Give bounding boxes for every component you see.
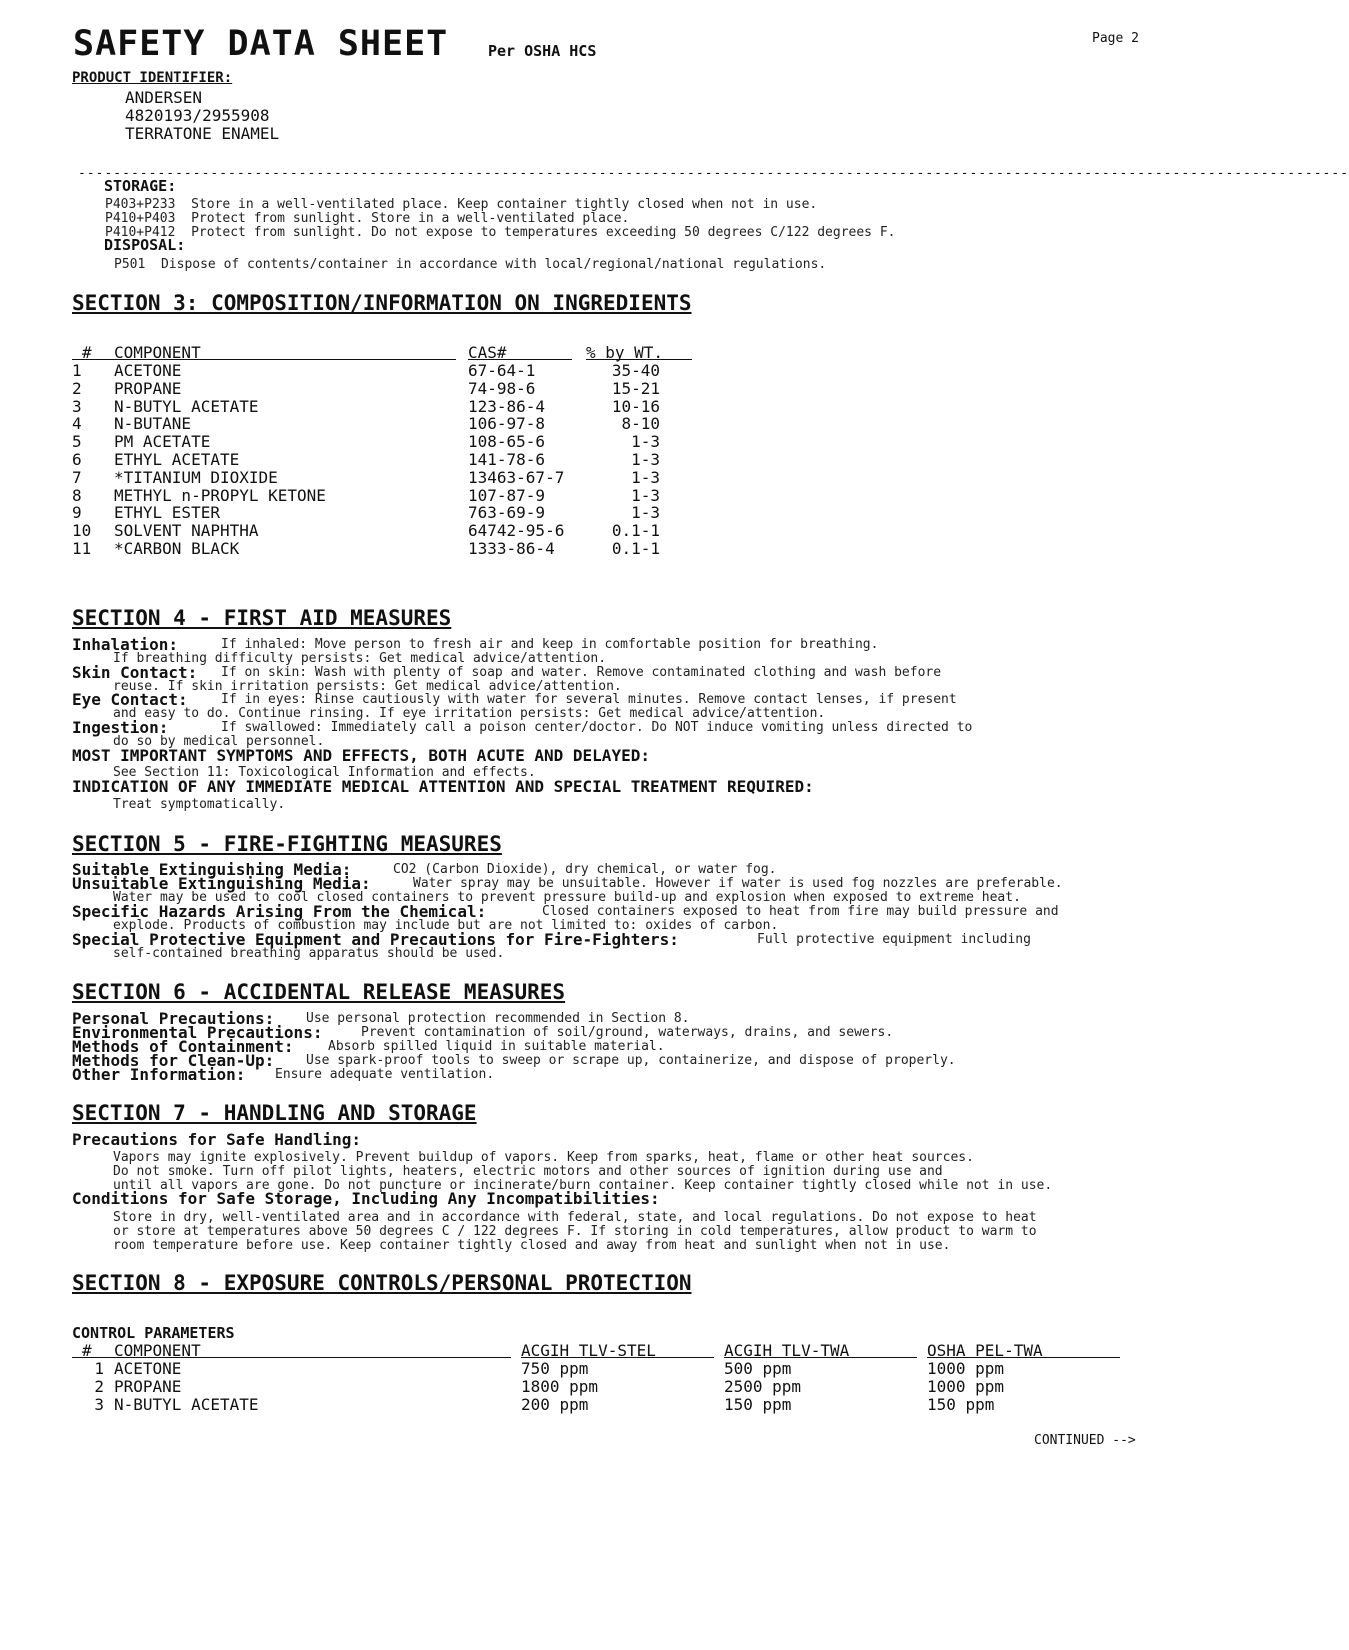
specific-hazards-label: Specific Hazards Arising From the Chemical: <box>72 902 487 921</box>
weight-percent: 10-16 <box>611 396 660 416</box>
table-row <box>0 539 1275 558</box>
product-identifier-label: PRODUCT IDENTIFIER: <box>72 70 233 86</box>
acgih-twa-value: 150 ppm <box>724 1394 792 1414</box>
row-number: 3 <box>94 1394 104 1414</box>
row-number: 7 <box>72 467 82 487</box>
header-underline <box>72 1357 511 1358</box>
row-number: 5 <box>72 432 82 452</box>
ingestion-label: Ingestion: <box>72 718 169 737</box>
component-name: N-BUTYL ACETATE <box>114 1394 259 1414</box>
table-row <box>0 468 1275 487</box>
cas-number: 763-69-9 <box>468 503 546 523</box>
skin-contact-label: Skin Contact: <box>72 663 198 682</box>
safe-storage-label: Conditions for Safe Storage, Including Any Incompatibilities: <box>72 1189 660 1208</box>
cas-number: 106-97-8 <box>468 414 546 434</box>
weight-percent: 1-3 <box>631 485 660 505</box>
cas-number: 67-64-1 <box>468 361 536 380</box>
header-cas: CAS# <box>468 343 507 362</box>
weight-percent: 1-3 <box>631 432 660 452</box>
cleanup-text: Use spark-proof tools to sweep or scrape up, containerize, and dispose of properly. <box>306 1053 956 1068</box>
component-name: ETHYL ESTER <box>114 503 220 523</box>
weight-percent: 15-21 <box>611 378 660 398</box>
header-weight: % by WT. <box>586 343 664 362</box>
ingestion-text: do so by medical personnel. <box>113 734 325 749</box>
header-underline <box>927 1357 1120 1358</box>
section-4-title: SECTION 4 - FIRST AID MEASURES <box>72 606 452 630</box>
header-underline <box>72 359 456 360</box>
table-row <box>0 1395 1275 1414</box>
section-7-title: SECTION 7 - HANDLING AND STORAGE <box>72 1101 477 1125</box>
other-information-label: Other Information: <box>72 1065 246 1084</box>
environmental-precautions-label: Environmental Precautions: <box>72 1023 323 1042</box>
personal-precautions-text: Use personal protection recommended in Section 8. <box>306 1011 690 1026</box>
component-name: PROPANE <box>114 378 182 398</box>
cas-number: 141-78-6 <box>468 450 546 469</box>
osha-pel-value: 1000 ppm <box>927 1376 1005 1396</box>
containment-text: Absorb spilled liquid in suitable material. <box>328 1039 665 1054</box>
eye-contact-text: If in eyes: Rinse cautiously with water for several minutes. Remove contact lenses, if present <box>221 692 957 707</box>
header-osha-pel: OSHA PEL-TWA <box>927 1341 1043 1360</box>
row-number: 6 <box>72 450 82 469</box>
component-name: PROPANE <box>114 1376 182 1396</box>
section-3-title: SECTION 3: COMPOSITION/INFORMATION ON INGREDIENTS <box>72 291 692 315</box>
storage-line: P410+P412 Protect from sunlight. Do not expose to temperatures exceeding 50 degrees C/122 degrees F. <box>105 225 896 240</box>
disposal-label: DISPOSAL: <box>104 236 186 254</box>
table-row <box>0 361 1275 380</box>
unsuitable-media-label: Unsuitable Extinguishing Media: <box>72 874 371 893</box>
table-row <box>0 450 1275 469</box>
header-underline <box>586 359 692 360</box>
product-line: ANDERSEN <box>125 88 203 107</box>
eye-contact-text: and easy to do. Continue rinsing. If eye irritation persists: Get medical advice/attention. <box>113 706 826 721</box>
component-name: PM ACETATE <box>114 432 211 452</box>
row-number: 4 <box>72 414 82 434</box>
table-row <box>0 1377 1275 1396</box>
cas-number: 107-87-9 <box>468 485 546 505</box>
table-row <box>0 432 1275 451</box>
storage-label: STORAGE: <box>104 177 177 195</box>
containment-label: Methods of Containment: <box>72 1037 294 1056</box>
row-number: 1 <box>94 1359 104 1378</box>
table-row <box>0 486 1275 505</box>
component-name: ACETONE <box>114 1359 182 1378</box>
safe-handling-label: Precautions for Safe Handling: <box>72 1130 361 1149</box>
safe-handling-text: Vapors may ignite explosively. Prevent buildup of vapors. Keep from sparks, heat, flame or other heat sources. <box>113 1150 974 1165</box>
weight-percent: 8-10 <box>621 414 660 434</box>
table-row <box>0 503 1275 522</box>
row-number: 10 <box>72 521 92 541</box>
cas-number: 123-86-4 <box>468 396 546 416</box>
header-number: # <box>82 343 92 362</box>
header-component: COMPONENT <box>114 343 201 362</box>
row-number: 11 <box>72 539 92 558</box>
component-name: *TITANIUM DIOXIDE <box>114 467 278 487</box>
header-underline <box>521 1357 714 1358</box>
osha-pel-value: 150 ppm <box>927 1394 995 1414</box>
disposal-line: P501 Dispose of contents/container in accordance with local/regional/national regulations. <box>114 257 827 272</box>
acgih-stel-value: 750 ppm <box>521 1359 589 1378</box>
safe-handling-text: Do not smoke. Turn off pilot lights, heaters, electric motors and other sources of ignition during use and <box>113 1164 943 1179</box>
weight-percent: 1-3 <box>631 503 660 523</box>
safe-storage-text: Store in dry, well-ventilated area and in accordance with federal, state, and local regulations. Do not expose to heat <box>113 1210 1037 1225</box>
document-title: SAFETY DATA SHEET <box>73 24 449 64</box>
osha-pel-value: 1000 ppm <box>927 1359 1005 1378</box>
header-number: # <box>82 1341 92 1360</box>
row-number: 9 <box>72 503 82 523</box>
cas-number: 108-65-6 <box>468 432 546 452</box>
acgih-stel-value: 200 ppm <box>521 1394 589 1414</box>
continued-indicator: CONTINUED --> <box>1034 1433 1136 1448</box>
section-8-title: SECTION 8 - EXPOSURE CONTROLS/PERSONAL PROTECTION <box>72 1271 692 1295</box>
suitable-media-label: Suitable Extinguishing Media: <box>72 860 352 879</box>
table-row <box>0 521 1275 540</box>
indication-label: INDICATION OF ANY IMMEDIATE MEDICAL ATTENTION AND SPECIAL TREATMENT REQUIRED: <box>72 777 814 796</box>
weight-percent: 1-3 <box>631 467 660 487</box>
indication-text: Treat symptomatically. <box>113 797 286 812</box>
section-6-title: SECTION 6 - ACCIDENTAL RELEASE MEASURES <box>72 980 566 1004</box>
row-number: 2 <box>94 1376 104 1396</box>
component-name: *CARBON BLACK <box>114 539 240 558</box>
table-row <box>0 414 1275 433</box>
suitable-media-text: CO2 (Carbon Dioxide), dry chemical, or water fog. <box>393 862 777 877</box>
weight-percent: 0.1-1 <box>611 539 660 558</box>
skin-contact-text: reuse. If skin irritation persists: Get medical advice/attention. <box>113 679 622 694</box>
unsuitable-media-text: Water may be used to cool closed containers to prevent pressure build-up and explosion when exposed to extreme heat. <box>113 890 1021 905</box>
table-row <box>0 1359 1275 1378</box>
table-row <box>0 379 1275 398</box>
cas-number: 74-98-6 <box>468 378 536 398</box>
acgih-twa-value: 500 ppm <box>724 1359 792 1378</box>
symptoms-label: MOST IMPORTANT SYMPTOMS AND EFFECTS, BOTH ACUTE AND DELAYED: <box>72 746 650 765</box>
row-number: 2 <box>72 378 82 398</box>
eye-contact-label: Eye Contact: <box>72 690 188 709</box>
cas-number: 1333-86-4 <box>468 539 555 558</box>
row-number: 3 <box>72 396 82 416</box>
protective-equipment-text: self-contained breathing apparatus should be used. <box>113 946 505 961</box>
specific-hazards-text: explode. Products of combustion may include but are not limited to: oxides of carbon. <box>113 918 779 933</box>
control-parameters-label: CONTROL PARAMETERS <box>72 1324 235 1342</box>
table-row <box>0 397 1275 416</box>
weight-percent: 1-3 <box>631 450 660 469</box>
storage-line: P410+P403 Protect from sunlight. Store in a well-ventilated place. <box>105 211 630 226</box>
safe-handling-text: until all vapors are gone. Do not puncture or incinerate/burn container. Keep container tightly closed while not in use. <box>113 1178 1053 1193</box>
ingestion-text: If swallowed: Immediately call a poison center/doctor. Do NOT induce vomiting unless directed to <box>221 720 973 735</box>
protective-equipment-text: Full protective equipment including <box>757 932 1031 947</box>
component-name: ACETONE <box>114 361 182 380</box>
cas-number: 13463-67-7 <box>468 467 565 487</box>
product-line: 4820193/2955908 <box>125 106 270 125</box>
section-5-title: SECTION 5 - FIRE-FIGHTING MEASURES <box>72 832 502 856</box>
cas-number: 64742-95-6 <box>468 521 565 541</box>
inhalation-label: Inhalation: <box>72 635 178 654</box>
component-name: SOLVENT NAPHTHA <box>114 521 259 541</box>
other-information-text: Ensure adequate ventilation. <box>275 1067 495 1082</box>
row-number: 1 <box>72 361 82 380</box>
safe-storage-text: room temperature before use. Keep container tightly closed and away from heat and sunlight when not in use. <box>113 1238 951 1253</box>
row-number: 8 <box>72 485 82 505</box>
page-number: Page 2 <box>1092 31 1139 46</box>
product-line: TERRATONE ENAMEL <box>125 124 280 143</box>
header-underline <box>468 359 572 360</box>
personal-precautions-label: Personal Precautions: <box>72 1009 275 1028</box>
header-acgih-twa: ACGIH TLV-TWA <box>724 1341 850 1360</box>
skin-contact-text: If on skin: Wash with plenty of soap and water. Remove contaminated clothing and wash before <box>221 665 942 680</box>
dashed-divider: ------------------------------------------------------------------------------------------------------------------------------------------------ <box>78 166 1349 181</box>
header-component: COMPONENT <box>114 1341 201 1360</box>
acgih-stel-value: 1800 ppm <box>521 1376 599 1396</box>
symptoms-text: See Section 11: Toxicological Information and effects. <box>113 765 536 780</box>
component-name: N-BUTYL ACETATE <box>114 396 259 416</box>
header-acgih-stel: ACGIH TLV-STEL <box>521 1341 656 1360</box>
inhalation-text: If inhaled: Move person to fresh air and keep in comfortable position for breathing. <box>221 637 879 652</box>
component-name: METHYL n-PROPYL KETONE <box>114 485 326 505</box>
safe-storage-text: or store at temperatures above 50 degrees C / 122 degrees F. If storing in cold temperatures, allow product to warm to <box>113 1224 1037 1239</box>
weight-percent: 35-40 <box>611 361 660 380</box>
protective-equipment-label: Special Protective Equipment and Precautions for Fire-Fighters: <box>72 930 679 949</box>
storage-line: P403+P233 Store in a well-ventilated place. Keep container tightly closed when not in use. <box>105 197 818 212</box>
unsuitable-media-text: Water spray may be unsuitable. However if water is used fog nozzles are preferable. <box>413 876 1063 891</box>
specific-hazards-text: Closed containers exposed to heat from fire may build pressure and <box>542 904 1059 919</box>
component-name: N-BUTANE <box>114 414 192 434</box>
component-name: ETHYL ACETATE <box>114 450 240 469</box>
weight-percent: 0.1-1 <box>611 521 660 541</box>
header-underline <box>724 1357 917 1358</box>
environmental-precautions-text: Prevent contamination of soil/ground, waterways, drains, and sewers. <box>361 1025 894 1040</box>
acgih-twa-value: 2500 ppm <box>724 1376 802 1396</box>
document-subtitle: Per OSHA HCS <box>488 42 597 60</box>
inhalation-text: If breathing difficulty persists: Get medical advice/attention. <box>113 651 607 666</box>
cleanup-label: Methods for Clean-Up: <box>72 1051 275 1070</box>
